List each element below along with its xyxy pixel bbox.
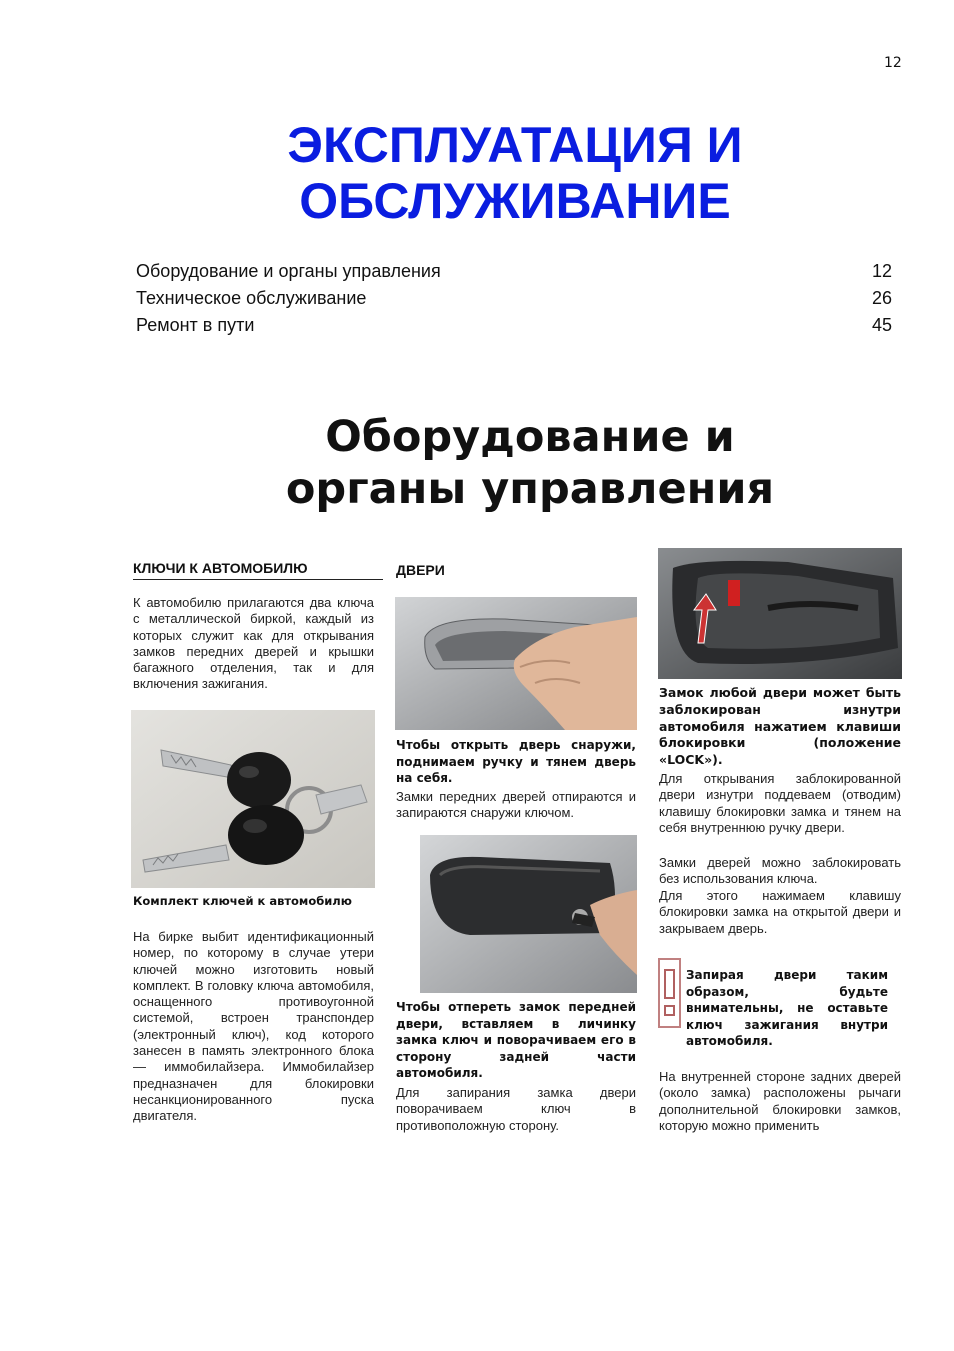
toc-page: 26 — [871, 288, 892, 308]
lock-caption: Замок любой двери может быть заблокирован изнутри автомобиля нажатием клавиши блокировки (положение «LOCK»). — [659, 685, 901, 768]
page-number: 12 — [884, 55, 902, 71]
keys-photo — [131, 710, 375, 888]
lock-paragraph-4: На внутренней стороне задних дверей (около замка) расположены рычаги дополнительной блокировки замков, которую можно применить — [659, 1069, 901, 1133]
exclamation-icon — [660, 960, 679, 1026]
door-handle-photo — [395, 597, 637, 730]
doors-caption-1: Чтобы открыть дверь снаружи, поднимаем ручку и тянем дверь на себя. — [396, 738, 636, 785]
doors-paragraph-1: Замки передних дверей отпираются и запираются снаружи ключом. — [396, 789, 636, 821]
lock-button-image-icon — [658, 548, 902, 679]
keys-image-icon — [131, 710, 375, 888]
lock-paragraph-1: Для открывания заблокированной двери изнутри поддеваем (отводим) клавишу блокировки замка и тянем на себя внутреннюю ручку двери. — [659, 771, 901, 835]
keys-paragraph-1: К автомобилю прилагаются два ключа с металлической биркой, каждый из которых служит как для открывания замков передних дверей и крышки багажного отделения, так и для включения зажигания. — [133, 595, 374, 692]
lock-paragraph-3: Для этого нажимаем клавишу блокировки замка на открытой двери и закрываем дверь. — [659, 888, 901, 936]
toc-label: Оборудование и органы управления — [136, 261, 441, 281]
toc-page: 45 — [871, 315, 892, 335]
keys-photo-caption: Комплект ключей к автомобилю — [133, 894, 352, 908]
door-handle-image-icon — [395, 597, 637, 730]
lock-button-photo — [658, 548, 902, 679]
toc-row[interactable] — [136, 315, 892, 336]
toc-label: Техническое обслуживание — [136, 288, 367, 308]
toc-row[interactable] — [136, 261, 892, 282]
doors-heading: ДВЕРИ — [396, 562, 445, 578]
keys-heading: КЛЮЧИ К АВТОМОБИЛЮ — [133, 560, 383, 580]
toc-page: 12 — [871, 261, 892, 281]
warning-text: Запирая двери таким образом, будьте внимательны, не оставьте ключ зажигания внутри автомобиля. — [686, 968, 888, 1048]
toc-label: Ремонт в пути — [136, 315, 255, 335]
door-lock-photo — [420, 835, 637, 993]
warning-icon — [658, 958, 681, 1028]
doors-paragraph-2: Для запирания замка двери поворачиваем ключ в противоположную сторону. — [396, 1085, 636, 1133]
lock-paragraph-2: Замки дверей можно заблокировать без использования ключа. — [659, 855, 901, 887]
chapter-title: ЭКСПЛУАТАЦИЯ И ОБСЛУЖИВАНИЕ — [287, 117, 743, 229]
door-lock-image-icon — [420, 835, 637, 993]
doors-caption-2: Чтобы отпереть замок передней двери, вставляем в личинку замка ключ и поворачиваем его в сторону задней части автомобиля. — [396, 1000, 636, 1080]
toc-row[interactable] — [136, 288, 892, 309]
keys-paragraph-2: На бирке выбит идентификационный номер, по которому в случае утери ключей можно изготовить новый комплект. В головку ключа автомобиля, оснащенного противоугонной системой, встроен транспондер (электронный ключ), код которого занесен в память электронного блока — иммобилайзера. Иммобилайзер предназначен для блокировки несанкционированного пуска двигателя. — [133, 929, 374, 1124]
section-title: Оборудование и органы управления — [285, 412, 775, 514]
